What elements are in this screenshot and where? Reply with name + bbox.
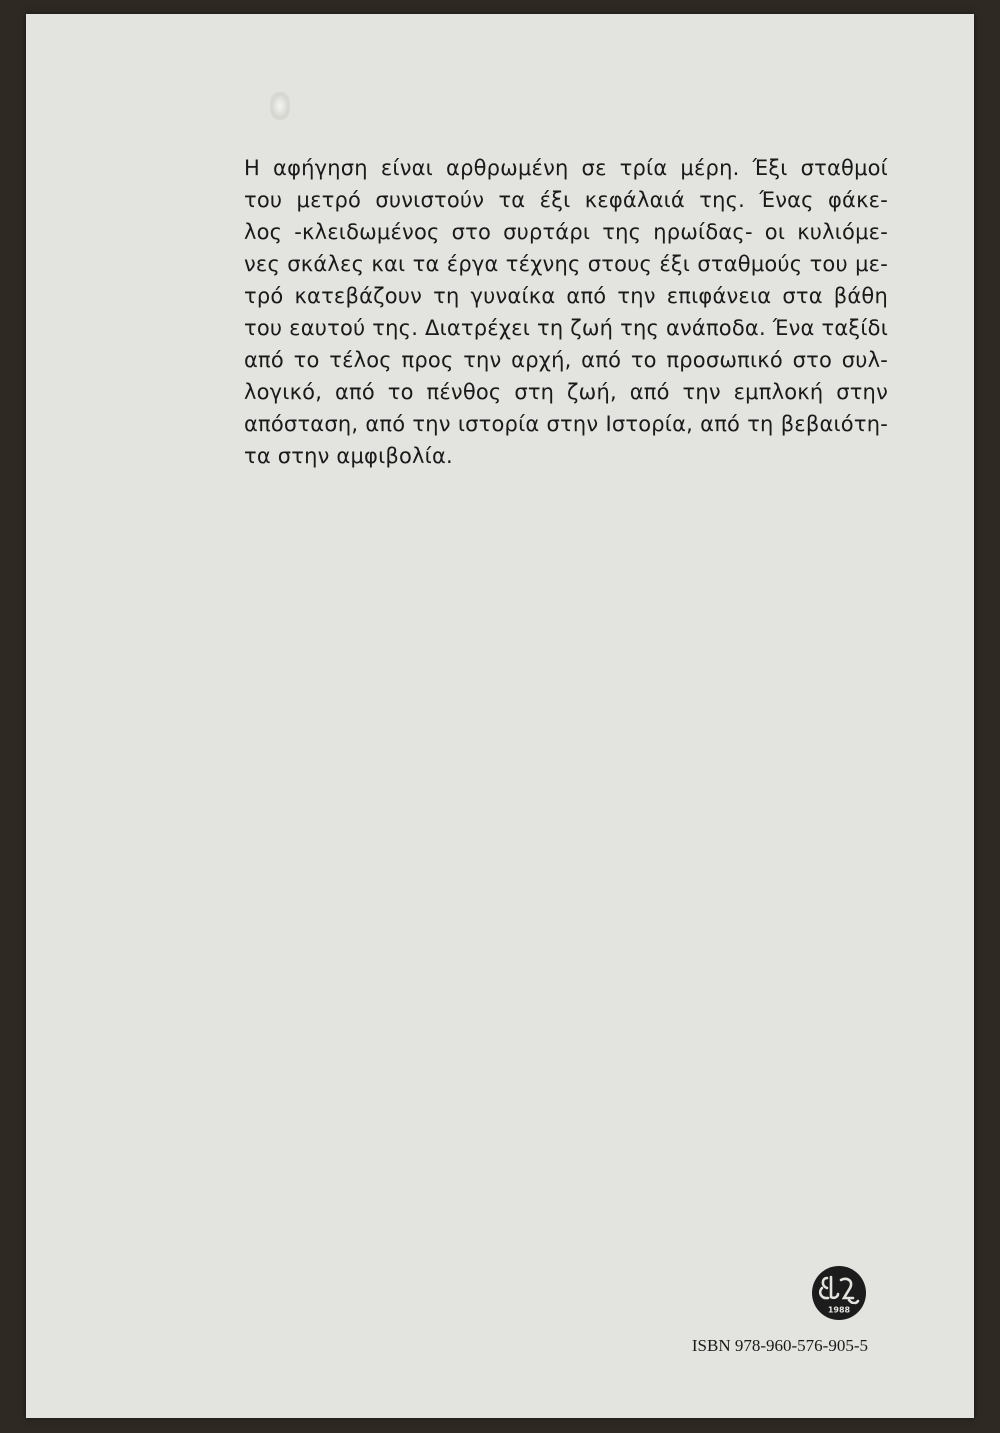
publisher-logo-year: 1988 (827, 1305, 851, 1315)
cover-scuff-mark (270, 92, 290, 120)
blurb-line: τα στην αμφιβολία. (244, 444, 453, 468)
book-back-cover (26, 14, 974, 1418)
blurb-line: Η αφήγηση είναι αρθρωμένη σε τρία μέρη. Έξι σταθμοί (244, 156, 888, 180)
blurb-text (244, 152, 888, 472)
blurb-line: του εαυτού της. Διατρέχει τη ζωή της ανάποδα. Ένα ταξίδι (244, 316, 888, 340)
isbn-number: ISBN 978-960-576-905-5 (691, 1336, 868, 1355)
blurb-line: από το τέλος προς την αρχή, από το προσωπικό στο συλ- (244, 348, 888, 372)
blurb-line: λος -κλειδωμένος στο συρτάρι της ηρωίδας- οι κυλιόμε- (244, 220, 888, 244)
publisher-logo-icon (810, 1264, 868, 1322)
blurb-line: νες σκάλες και τα έργα τέχνης στους έξι σταθμούς του με- (244, 252, 888, 276)
blurb-line: του μετρό συνιστούν τα έξι κεφάλαιά της. Ένας φάκε- (244, 188, 888, 212)
blurb-line: απόσταση, από την ιστορία στην Ιστορία, από τη βεβαιότη- (244, 412, 888, 436)
blurb-line: λογικό, από το πένθος στη ζωή, από την εμπλοκή στην (244, 380, 888, 404)
blurb-line: τρό κατεβάζουν τη γυναίκα από την επιφάνεια στα βάθη (244, 284, 888, 308)
